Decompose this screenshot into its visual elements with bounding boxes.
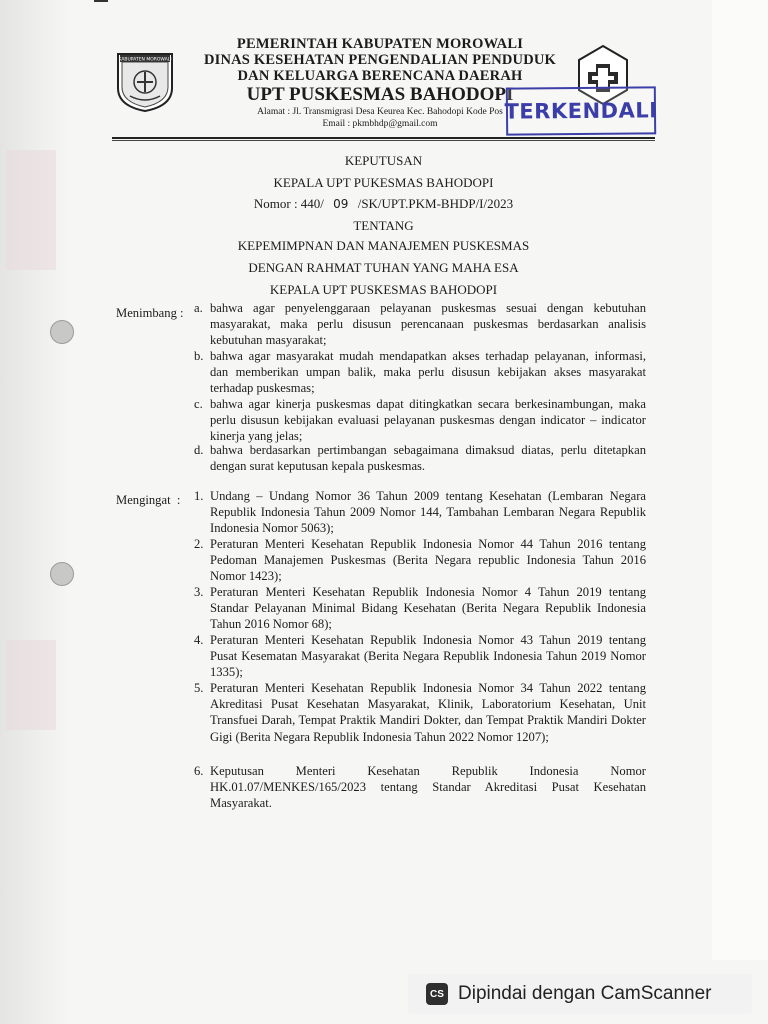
decree-grace: DENGAN RAHMAT TUHAN YANG MAHA ESA — [248, 260, 519, 275]
decree-number — [112, 196, 655, 212]
item-marker: 3. — [194, 585, 204, 599]
menimbang-item — [196, 348, 646, 397]
letterhead-line4: UPT PUSKESMAS BAHODOPI — [246, 84, 514, 105]
item-text: Peraturan Menteri Kesehatan Republik Indonesia Nomor 4 Tahun 2019 tentang Standar Pelayanan Minimal Bidang Kesehatan (Berita Negara Republik Indonesia Tahun 2016 Nomor 68); — [210, 585, 646, 632]
menimbang-item — [196, 396, 646, 445]
letterhead-rule — [112, 137, 655, 139]
item-text: Peraturan Menteri Kesehatan Republik Indonesia Nomor 43 Tahun 2019 tentang Pusat Kesematan Masyarakat (Berita Negara Republik Indonesia Tahun 2019 Nomor 1335); — [210, 633, 646, 680]
morowali-regency-logo — [112, 48, 178, 114]
item-marker: 4. — [194, 633, 204, 647]
mengingat-item — [196, 488, 646, 537]
item-marker: c. — [194, 397, 203, 411]
decree-subject: KEPEMIMPNAN DAN MANAJEMEN PUSKESMAS — [237, 238, 530, 253]
mengingat-label: Mengingat : — [116, 493, 181, 507]
decree-about: TENTANG — [353, 218, 414, 233]
scan-bleed — [6, 640, 56, 730]
menimbang-item — [196, 300, 646, 349]
camscanner-icon: CS — [426, 983, 448, 1005]
mengingat-item — [196, 632, 646, 681]
letterhead-line3: DAN KELUARGA BERENCANA DAERAH — [237, 68, 523, 84]
letterhead-rule-thin — [112, 140, 655, 141]
item-text: Peraturan Menteri Kesehatan Republik Indonesia Nomor 44 Tahun 2016 tentang Pedoman Manajemen Puskesmas (Berita Negara republic Indonesia Tahun 2016 Nomor 1423); — [210, 537, 646, 584]
menimbang-label: Menimbang : — [116, 306, 184, 320]
letterhead-line1: PEMERINTAH KABUPATEN MOROWALI — [236, 36, 524, 52]
item-text: bahwa agar masyarakat mudah mendapatkan akses terhadap pelayanan, informasi, dan memberikan umpan balik, maka perlu disusun kebijakan akses masyarakat terhadap puskesmas; — [210, 349, 646, 396]
item-text: Undang – Undang Nomor 36 Tahun 2009 tentang Kesehatan (Lembaran Negara Republik Indonesia Tahun 2009 Nomor 144, Tambahan Lembaran Negara Republik Indonesia Nomor 5063); — [210, 489, 646, 536]
mengingat-item — [196, 584, 646, 633]
item-text: bahwa agar penyelenggaraan pelayanan puskesmas sesuai dengan kebutuhan masyarakat, maka perlu disusun perencanaan puskesmas berdasarkan analisis kebutuhan masyarakat; — [210, 301, 646, 348]
decree-title: KEPUTUSAN — [344, 153, 423, 168]
mengingat-item — [196, 763, 646, 812]
item-marker: 1. — [194, 489, 204, 503]
item-text: bahwa berdasarkan pertimbangan sebagaimana dimaksud diatas, perlu ditetapkan dengan surat keputusan kepala puskesmas. — [210, 443, 646, 474]
decree-number-prefix: Nomor : 440/ — [253, 196, 324, 211]
item-text: bahwa agar kinerja puskesmas dapat ditingkatkan secara berkesinambungan, maka perlu disusun kebijakan evaluasi pelayanan puskesmas dengan indicator – indicator kinerja yang jelas; — [210, 397, 646, 444]
camscanner-label: Dipindai dengan CamScanner — [458, 983, 712, 1004]
item-text: Peraturan Menteri Kesehatan Republik Indonesia Nomor 34 Tahun 2022 tentang Akreditasi Pusat Kesehatan Masyarakat, Klinik, Laboratorium Kesehatan, Unit Transfuei Darah, Tempat Praktik Mandiri Dokter, dan Tempat Praktik Mandiri Dokter Gigi (Berita Negara Republik Indonesia Tahun 2022 Nomor 1207); — [210, 681, 646, 744]
camscanner-watermark — [408, 974, 752, 1014]
item-marker: 5. — [194, 681, 204, 695]
punch-hole — [50, 320, 74, 344]
punch-hole — [50, 562, 74, 586]
decree-number-suffix: /SK/UPT.PKM-BHDP/I/2023 — [357, 196, 514, 211]
item-marker: b. — [194, 349, 204, 363]
decree-issuer-2: KEPALA UPT PUSKESMAS BAHODOPI — [269, 282, 498, 297]
item-marker: 2. — [194, 537, 204, 551]
letterhead-address: Alamat : Jl. Transmigrasi Desa Keurea Kec. Bahodopi Kode Pos — [257, 107, 503, 117]
decree-issuer: KEPALA UPT PUKESMAS BAHODOPI — [273, 175, 494, 190]
item-marker: d. — [194, 443, 204, 457]
item-text: Keputusan Menteri Kesehatan Republik Indonesia Nomor HK.01.07/MENKES/165/2023 tentang Standar Akreditasi Pusat Kesehatan Masyarakat. — [210, 764, 646, 811]
mengingat-item — [196, 680, 646, 745]
logo-caption: KABUPATEN MOROWALI — [118, 57, 172, 63]
item-marker: 6. — [194, 764, 204, 778]
letterhead-email: Email : pkmbhdp@gmail.com — [322, 119, 438, 129]
scan-mark — [94, 0, 108, 2]
terkendali-stamp: TERKENDALI — [506, 86, 656, 135]
mengingat-item — [196, 536, 646, 585]
letterhead-line2: DINAS KESEHATAN PENGENDALIAN PENDUDUK — [203, 52, 557, 68]
decree-number-handwritten: 09 — [333, 197, 349, 211]
scan-right-edge — [712, 0, 768, 960]
menimbang-item — [196, 442, 646, 474]
scan-bleed — [6, 150, 56, 270]
item-marker: a. — [194, 301, 203, 315]
